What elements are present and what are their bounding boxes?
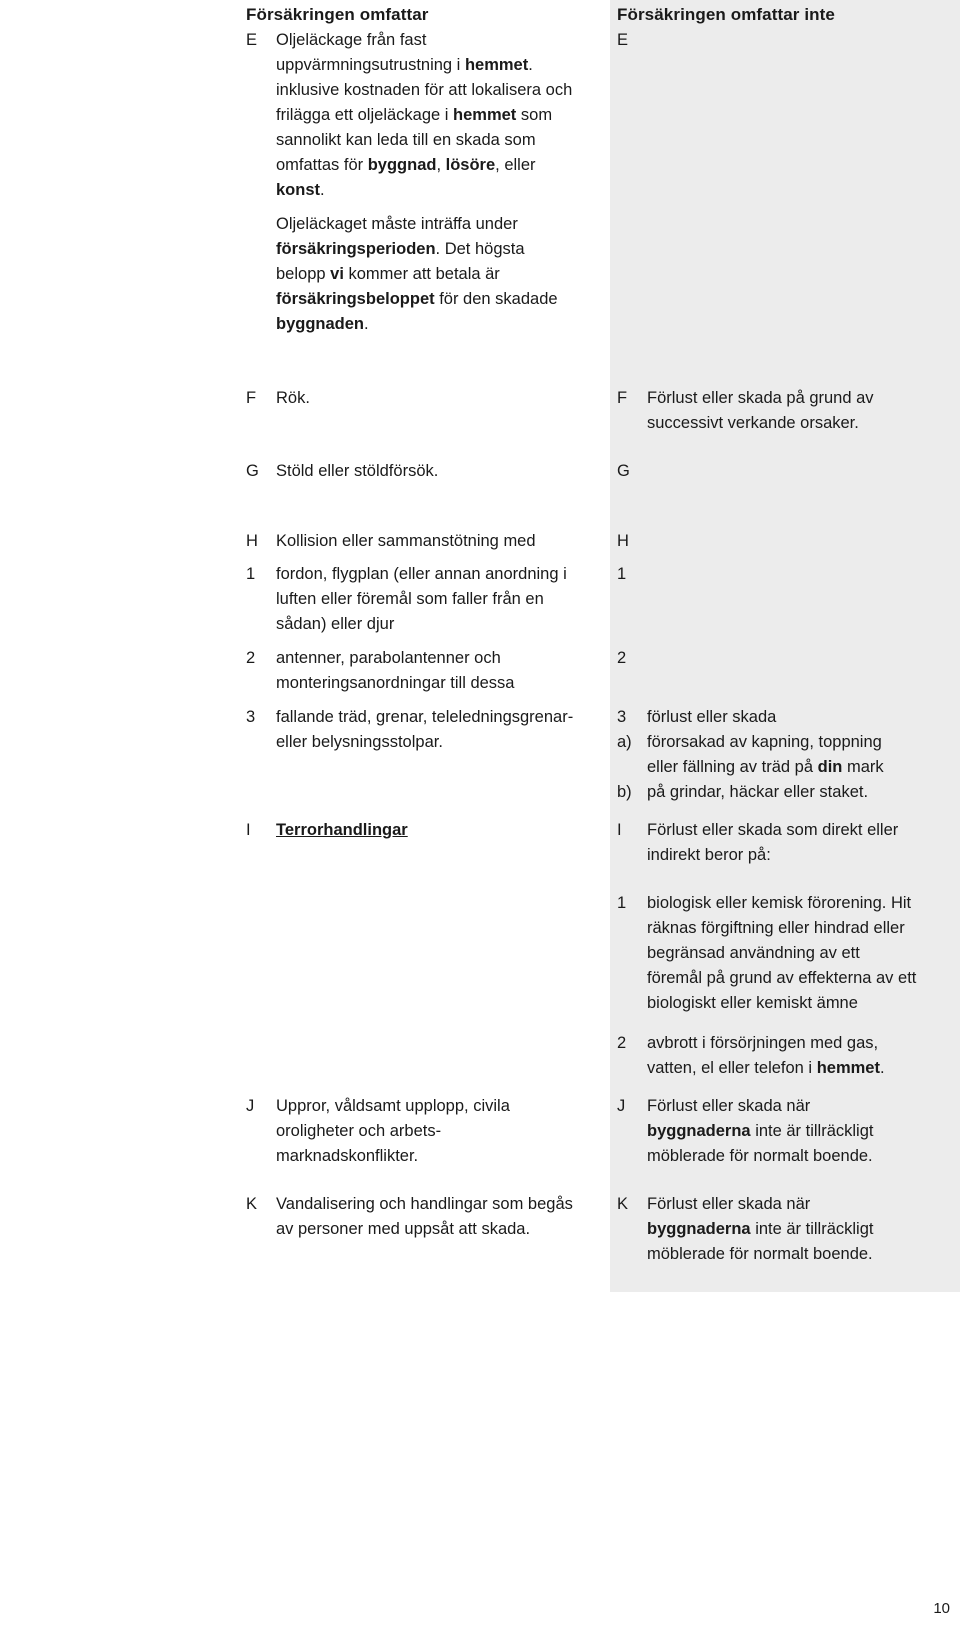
- item-label: J: [617, 1097, 626, 1115]
- subitem-number: 3: [617, 708, 627, 726]
- item-label: G: [617, 462, 630, 480]
- not-covered-i-subitem-1-text: biologisk eller kemisk förorening. Hit räknas förgiftning eller hindrad eller begränsad användning av ett föremål på grund av effekterna av ett biologiskt eller kemiskt ämne: [647, 894, 917, 1012]
- not-covered-h-subitem-a: [617, 730, 917, 780]
- not-covered-h-subitem-b-text: på grindar, häckar eller staket.: [647, 783, 869, 801]
- covered-e-paragraph-1: Oljeläckage från fast uppvärmningsutrustning i hemmet. inklusive kostnaden för att lokalisera och frilägga ett oljeläckage i hemmet som sannolikt kan leda till en skada som omfattas för byggnad, lösöre, eller konst.: [276, 31, 573, 199]
- not-covered-i-text: Förlust eller skada som direkt eller indirekt beror på:: [647, 821, 899, 864]
- item-label: I: [246, 821, 251, 839]
- covered-g-text: Stöld eller stöldförsök.: [276, 462, 439, 480]
- covered-h-subitem-3-text: fallande träd, grenar, teleledningsgrenar- eller belysningsstolpar.: [276, 708, 574, 751]
- item-label: K: [246, 1195, 258, 1213]
- not-covered-item-j: [617, 1094, 917, 1169]
- not-covered-j-text: Förlust eller skada när byggnaderna inte är tillräckligt möblerade för normalt boende.: [647, 1097, 874, 1165]
- subitem-number: 2: [617, 1034, 627, 1052]
- not-covered-h-subitem-3-text: förlust eller skada: [647, 708, 777, 726]
- subitem-number: 1: [246, 565, 256, 583]
- not-covered-i-subitem-1: [617, 891, 917, 1016]
- covered-j-text: Uppror, våldsamt upplopp, civila oroligheter och arbets-marknadskonflikter.: [276, 1097, 510, 1165]
- subitem-letter: a): [617, 733, 632, 751]
- covered-h-subitem-2-text: antenner, parabolantenner och monteringsanordningar till dessa: [276, 649, 515, 692]
- covered-item-k: [246, 1192, 576, 1242]
- covered-i-text: Terrorhandlingar: [276, 821, 408, 839]
- item-label: H: [246, 532, 258, 550]
- item-label: G: [246, 462, 259, 480]
- not-covered-item-k: [617, 1192, 917, 1267]
- covered-item-i: [246, 818, 576, 843]
- covered-item-f: [246, 386, 576, 411]
- covered-item-j: [246, 1094, 576, 1169]
- not-covered-h-subitem-b: [617, 780, 917, 805]
- not-covered-h-subitem-3: [617, 705, 917, 730]
- subitem-number: 2: [246, 649, 256, 667]
- not-covered-i-subitem-2-text: avbrott i försörjningen med gas, vatten, el eller telefon i hemmet.: [647, 1034, 885, 1077]
- subitem-letter: b): [617, 783, 632, 801]
- covered-item-h: [246, 529, 576, 554]
- not-covered-i-subitem-2: [617, 1031, 917, 1081]
- item-label: K: [617, 1195, 629, 1213]
- subitem-number: 2: [617, 649, 627, 667]
- covered-k-text: Vandalisering och handlingar som begås av personer med uppsåt att skada.: [276, 1195, 573, 1238]
- item-label: E: [617, 31, 629, 49]
- page-number: 10: [933, 1600, 950, 1617]
- subitem-number: 1: [617, 565, 627, 583]
- item-label: H: [617, 532, 629, 550]
- covered-item-e: [246, 28, 576, 337]
- covered-item-g: [246, 459, 576, 484]
- covered-h-subitem-1-text: fordon, flygplan (eller annan anordning i luften eller föremål som faller från en sådan) eller djur: [276, 565, 567, 633]
- covered-header: Försäkringen omfattar: [246, 5, 429, 24]
- subitem-number: 1: [617, 894, 627, 912]
- not-covered-header: Försäkringen omfattar inte: [617, 5, 835, 24]
- covered-h-subitem-2: [246, 646, 576, 696]
- covered-h-text: Kollision eller sammanstötning med: [276, 532, 536, 550]
- covered-h-subitem-1: [246, 562, 576, 637]
- covered-f-text: Rök.: [276, 389, 310, 407]
- item-label: F: [246, 389, 257, 407]
- item-label: E: [246, 31, 258, 49]
- item-label: F: [617, 389, 628, 407]
- covered-h-subitem-3: [246, 705, 576, 755]
- not-covered-item-i: [617, 818, 917, 868]
- not-covered-f-text: Förlust eller skada på grund av successivt verkande orsaker.: [647, 389, 874, 432]
- not-covered-k-text: Förlust eller skada när byggnaderna inte är tillräckligt möblerade för normalt boende.: [647, 1195, 874, 1263]
- not-covered-item-f: [617, 386, 917, 436]
- covered-e-paragraph-2: Oljeläckaget måste inträffa under försäkringsperioden. Det högsta belopp vi kommer att betala är försäkringsbeloppet för den skadade byggnaden.: [276, 215, 558, 333]
- item-label: I: [617, 821, 622, 839]
- subitem-number: 3: [246, 708, 256, 726]
- item-label: J: [246, 1097, 255, 1115]
- not-covered-h-subitem-a-text: förorsakad av kapning, toppning eller fällning av träd på din mark: [647, 733, 884, 776]
